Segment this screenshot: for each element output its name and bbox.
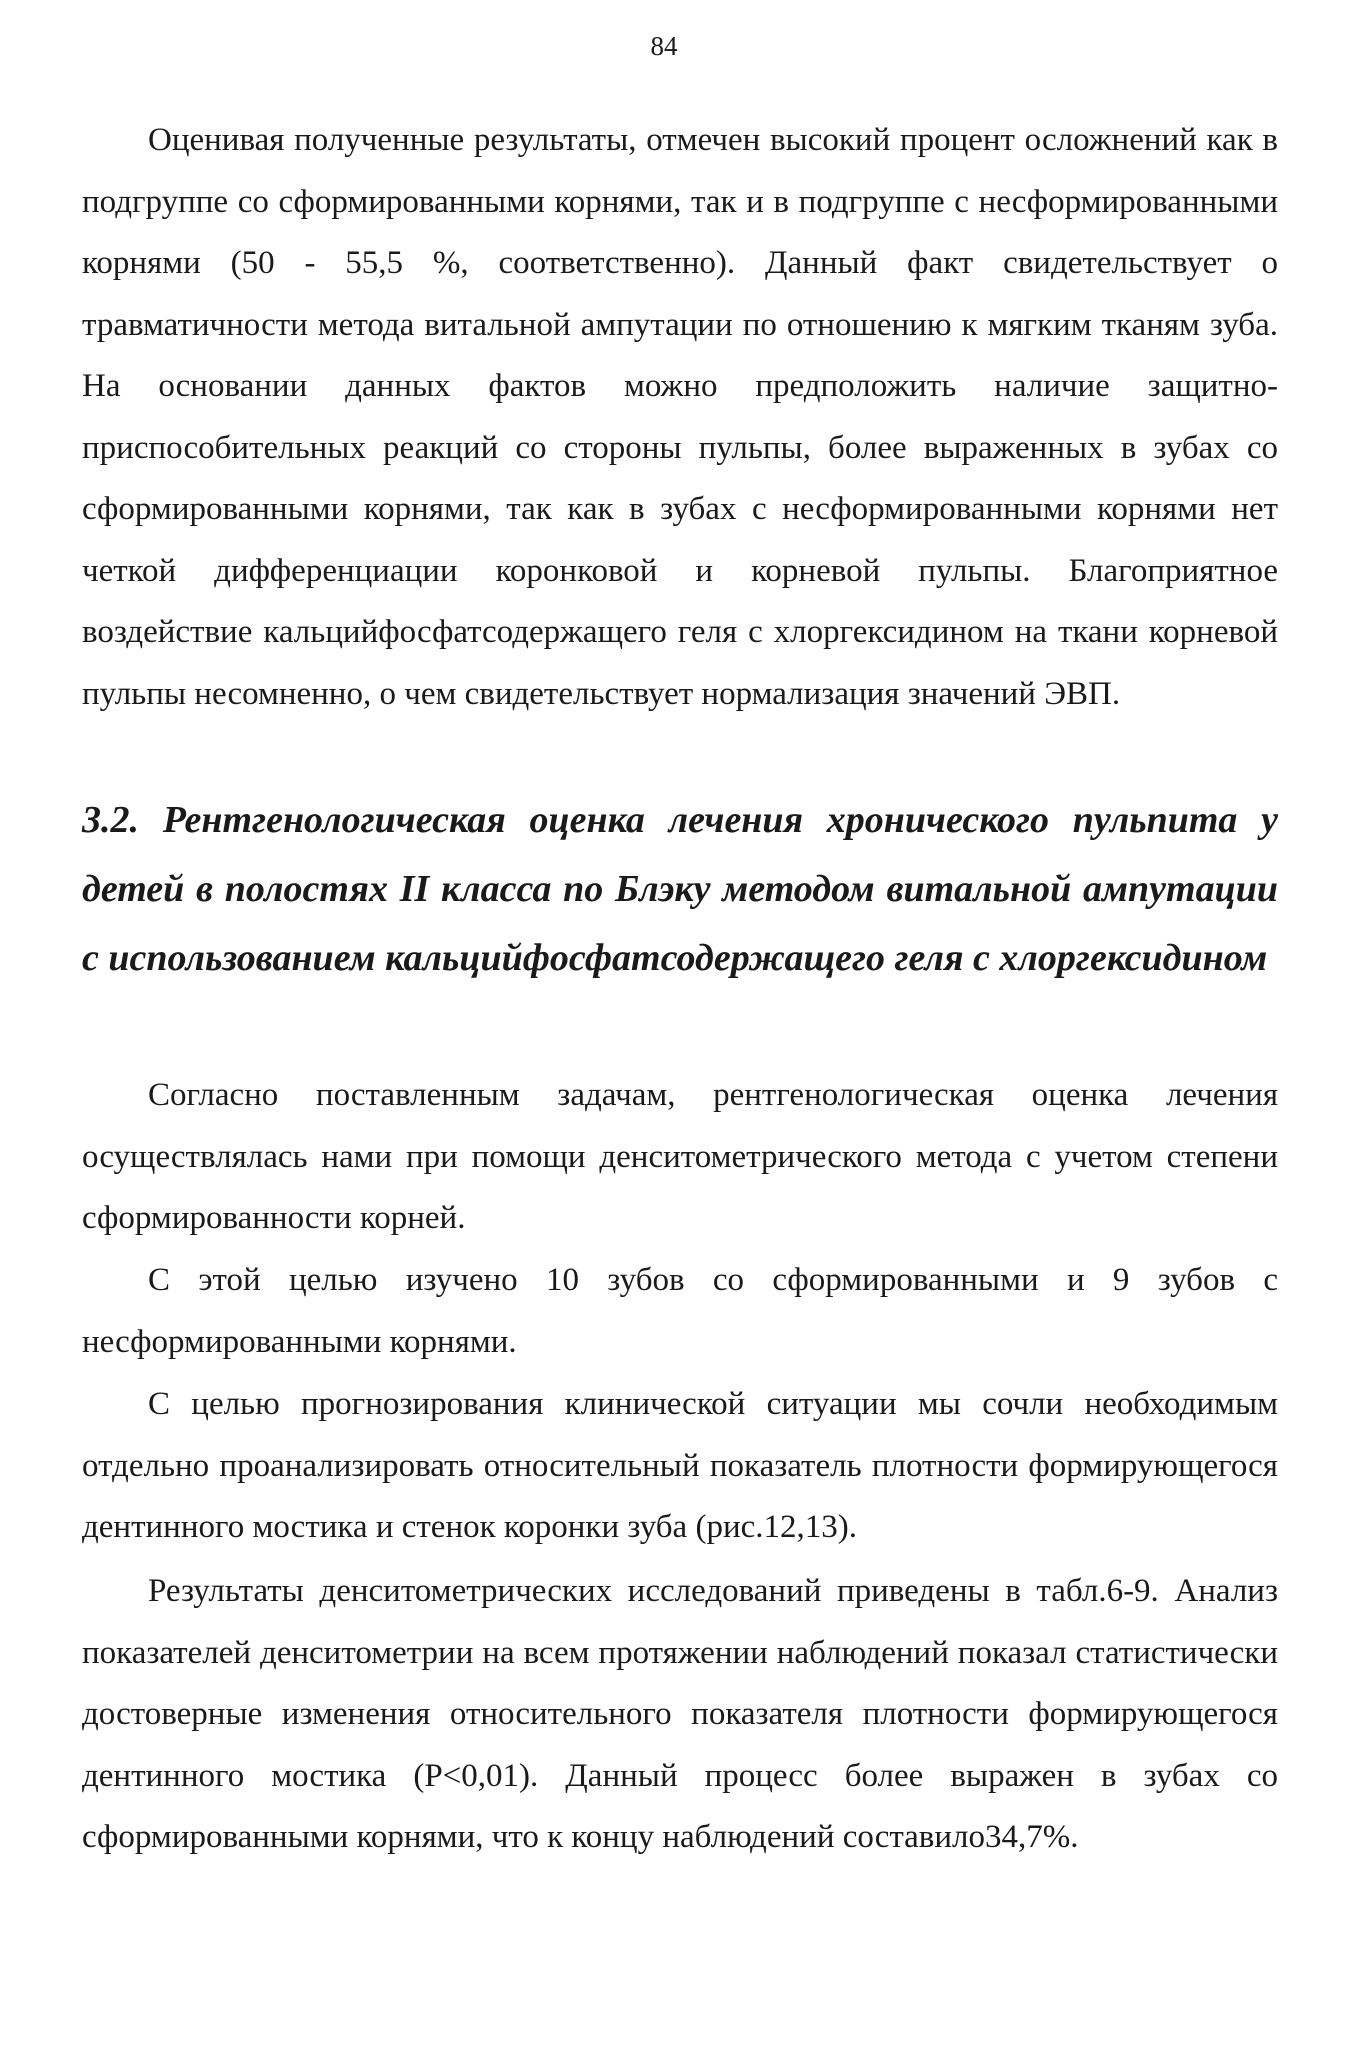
page-number: 84 (650, 31, 678, 61)
paragraph-densitometry-method: Согласно поставленным задачам, рентгенологическая оценка лечения осуществлялась нами при помощи денситометрического метода с учетом степени сформированности корней. (82, 1077, 1278, 1236)
paragraph-teeth-studied: С этой целью изучено 10 зубов со сформированными и 9 зубов с несформированными корнями. (82, 1262, 1278, 1360)
paragraph-prognosis: С целью прогнозирования клинической ситуации мы сочли необходимым отдельно проанализировать относительный показатель плотности формирующегося дентинного мостика и стенок коронки зуба (рис.12,13). (82, 1386, 1278, 1545)
section-heading: 3.2. Рентгенологическая оценка лечения хронического пульпита у детей в полостях II класса по Блэку методом витальной ампутации с использованием кальцийфосфатсодержащего геля с хлоргексидином (82, 799, 1278, 979)
paragraph-results-evaluation: Оценивая полученные результаты, отмечен высокий процент осложнений как в подгруппе со сформированными корнями, так и в подгруппе с несформированными корнями (50 - 55,5 %, соответственно). Данный факт свидетельствует о травматичности метода витальной ампутации по отношению к мягким тканям зуба. На основании данных фактов можно предположить наличие защитно-приспособительных реакций со стороны пульпы, более выраженных в зубах со сформированными корнями, так как в зубах с несформированными корнями нет четкой дифференциации коронковой и корневой пульпы. Благоприятное воздействие кальцийфосфатсодержащего геля с хлоргексидином на ткани корневой пульпы несомненно, о чем свидетельствует нормализация значений ЭВП. (82, 122, 1278, 712)
paragraph-densitometry-results: Результаты денситометрических исследований приведены в табл.6-9. Анализ показателей денситометрии на всем протяжении наблюдений показал статистически достоверные изменения относительного показателя плотности формирующегося дентинного мостика (P<0,01). Данный процесс более выражен в зубах со сформированными корнями, что к концу наблюдений составило34,7%. (82, 1573, 1278, 1855)
